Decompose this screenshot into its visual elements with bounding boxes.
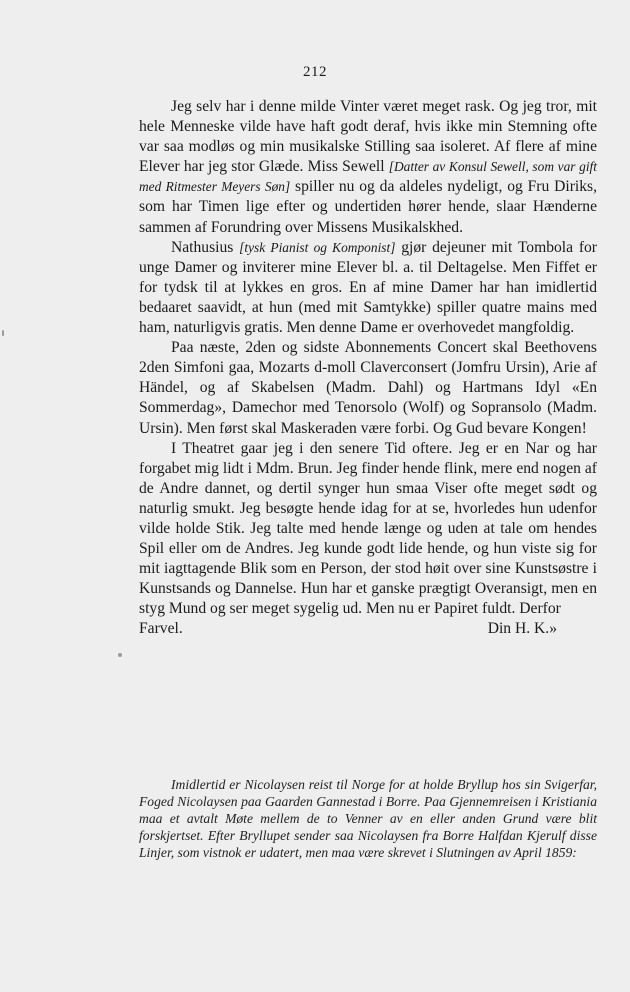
print-speck [118,653,122,657]
signoff-farewell: Farvel. [139,620,183,638]
paragraph-4 [139,439,597,620]
paragraph-3-text: Paa næste, 2den og sidste Abonnements Concert skal Beethovens 2den Simfoni gaa, Mozarts d-moll Claverconsert (Jomfru Ursin), Arie af Händel, og af Skabelsen (Madm. Dahl) og Hartmans Idyl «En Sommerdag», Damechor med Tenorsolo (Wolf) og Sopransolo (Madm. Ursin). Men først skal Maskeraden være forbi. Og Gud bevare Kongen! [139,339,597,437]
page-number: 212 [303,64,327,80]
editorial-commentary: Imidlertid er Nicolaysen reist til Norge for at holde Bryllup hos sin Svigerfar, Foged Nicolaysen paa Gaarden Gannestad i Borre. Paa Gjennemreisen i Kristiania maa et avtalt Møte mellem de to Venner av en eller anden Grund være blit forskjertset. Efter Bryllupet sender saa Nicolaysen fra Borre Halfdan Kjerulf disse Linjer, som vistnok er udatert, men maa være skrevet i Slutningen av April 1859: [139,777,597,860]
paragraph-2-text-a: Nathusius [171,238,240,256]
paragraph-3 [139,338,597,438]
paragraph-1-text-a: Jeg selv har i denne milde Vinter været meget rask. Og jeg tror, mit hele Menneske vilde have haft godt deraf, hvis ikke min Stemning ofte var saa modløs og min musikalske Stilling saa isoleret. Af flere af mine Elever har jeg stor Glæde. Miss Sewell [139,98,597,176]
paragraph-1-text-b: spiller nu og da aldeles nydeligt, og Fru Diriks, som har Timen lige efter og undertiden hører hende, slaar Hænderne sammen af Forundring over Missens Musikalskhed. [139,178,597,236]
paragraph-2-text-b: gjør dejeuner mit Tombola for unge Damer og inviterer mine Elever bl. a. til Deltagelse. Men Fiffet er for tydsk til at lykkes en gros. En af mine Damer har han imidlertid bedaaret saavidt, at hun (med mit Samtykke) spiller quatre mains med ham, naturligvis gratis. Men denne Dame er overhovedet mangfoldig. [139,238,597,337]
letter-body [139,97,597,640]
print-speck [2,330,4,336]
paragraph-2 [139,238,597,338]
paragraph-4-text: I Theatret gaar jeg i den senere Tid oftere. Jeg er en Nar og har forgabet mig lidt i Mdm. Brun. Jeg finder hende flink, mere end nogen af de Andre dannet, og dertil synger hun smaa Viser ofte meget sødt og naturlig smukt. Jeg besøgte hende idag for at se, hvorledes hun udenfor vilde holde Stik. Jeg talte med hende længe og uden at tale om hendes Spil eller om de Andres. Jeg kunde godt lide hende, og hun viste sig for mit iagttagende Blik som en Person, der stod høit over sine Kunstsøstre i Kunstsands og Dannelse. Hun har et ganske prægtigt Overansigt, men en styg Mund og ser meget sygelig ud. Men nu er Papiret fuldt. Derfor [139,439,597,618]
paragraph-2-editorial-note: [tysk Pianist og Komponist] [239,239,396,255]
letter-signoff [139,619,597,639]
signoff-signature: Din H. K.» [487,620,557,638]
paragraph-1 [139,97,597,238]
paragraph-1-editorial-note: [Datter av Konsul Sewell, som var gift med Ritmester Meyers Søn] [139,159,598,195]
